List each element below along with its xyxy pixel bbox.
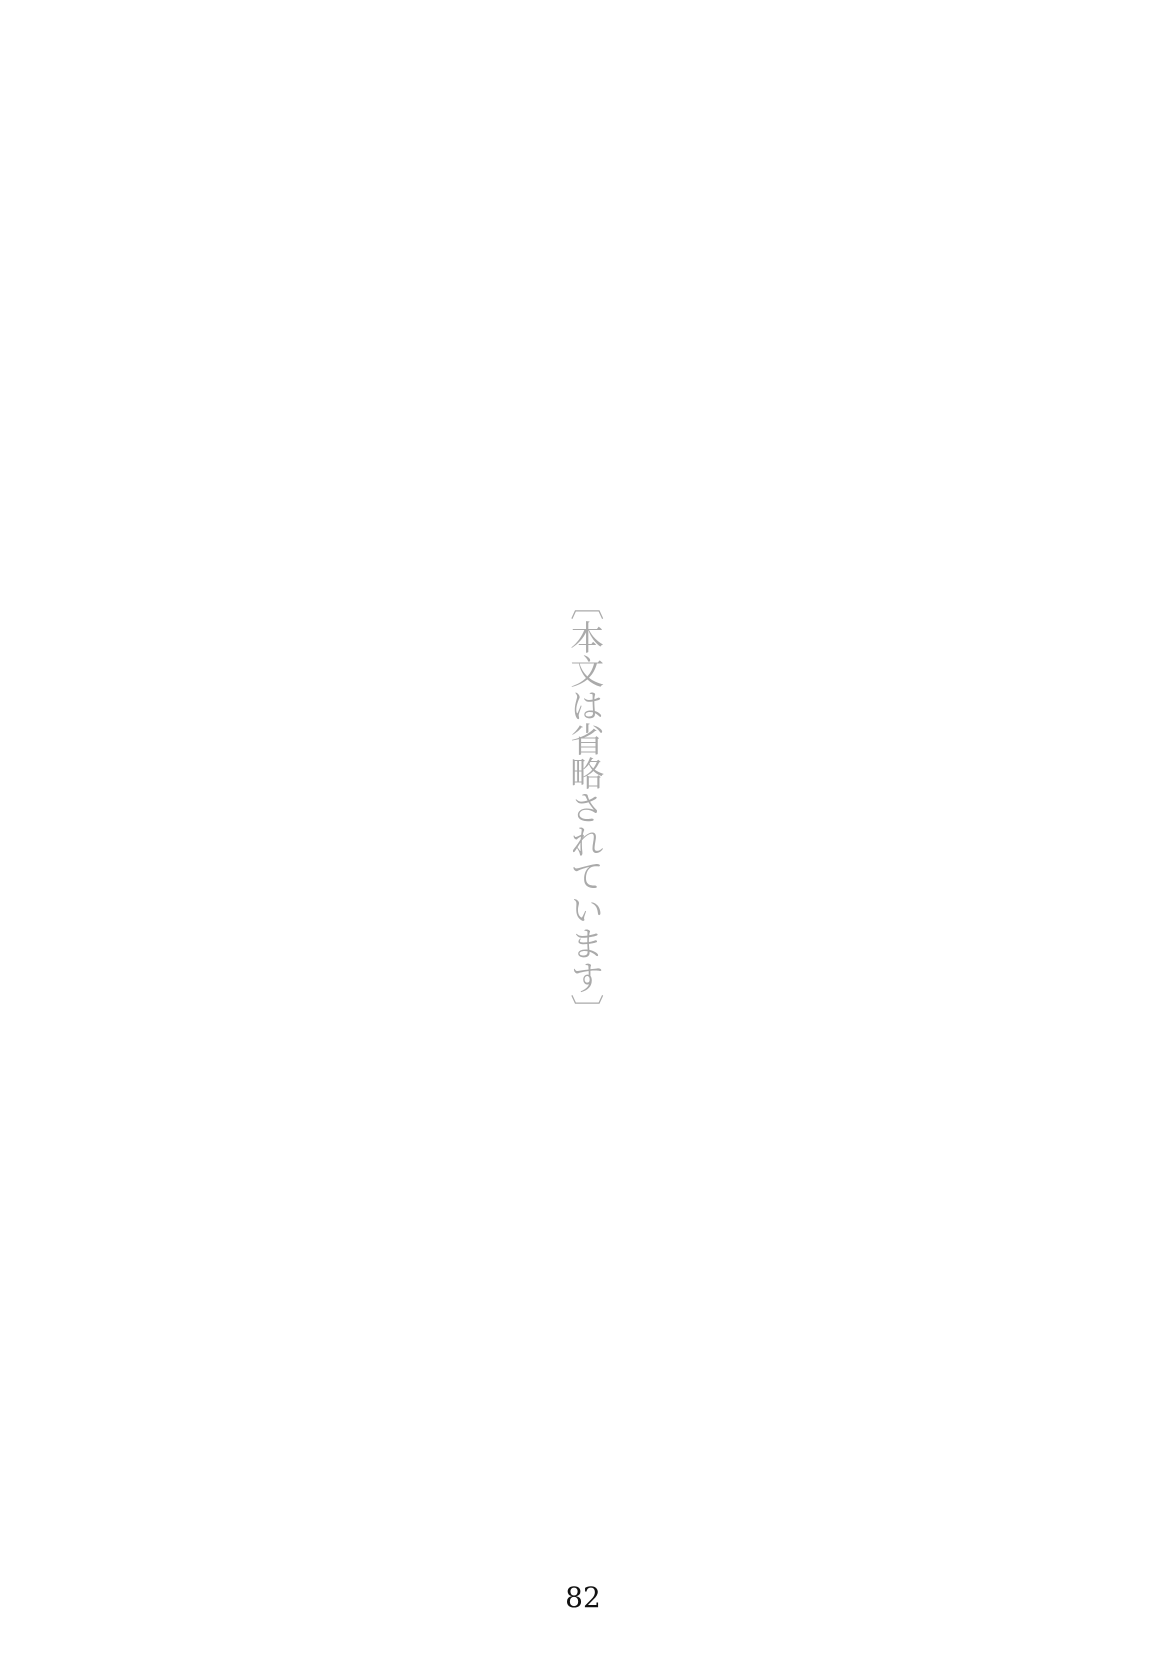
body-text-omitted: 〔本文は省略されています〕	[563, 586, 604, 1028]
page-number: 82	[565, 1581, 601, 1614]
